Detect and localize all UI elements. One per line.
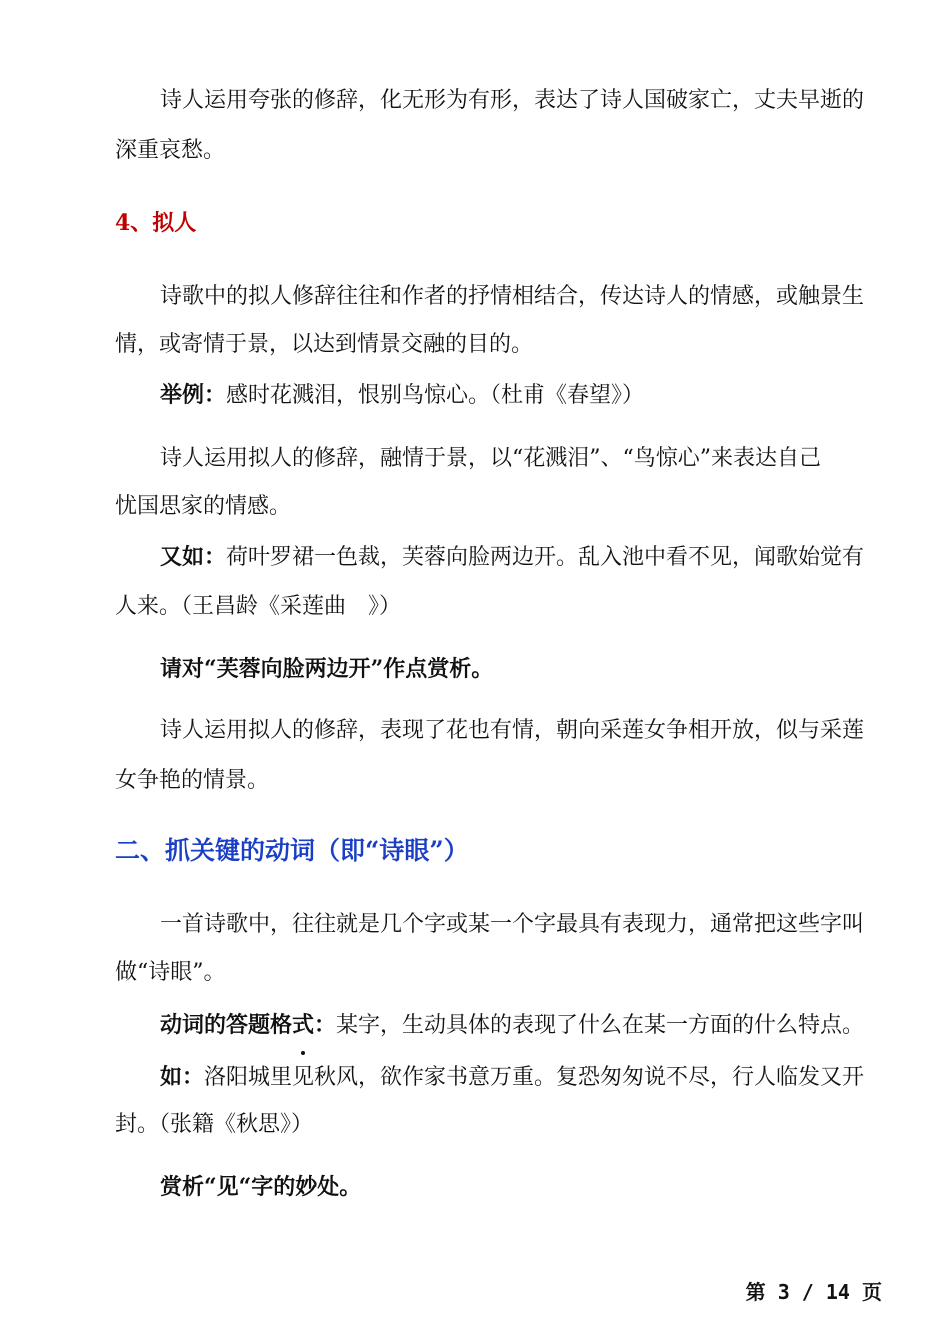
example-label: 又如：: [160, 544, 227, 570]
paragraph-line: 诗人运用夸张的修辞，化无形为有形，表达了诗人国破家亡，丈夫早逝的: [160, 88, 865, 113]
paragraph-line: 诗人运用拟人的修辞，表现了花也有情，朝向采莲女争相开放，似与采莲: [160, 718, 865, 743]
page-number: 第 3 / 14 页: [745, 1280, 882, 1304]
answer-format-line: [160, 1010, 885, 1041]
example-line-continued: 封。（张籍《秋思》）: [115, 1112, 314, 1137]
paragraph-line: 深重哀愁。: [115, 138, 226, 163]
section-heading-personification: 4、拟人: [115, 210, 197, 236]
example-text: 感时花溅泪，恨别鸟惊心。（杜甫《春望》）: [226, 383, 645, 408]
paragraph-line: 诗人运用拟人的修辞，融情于景，以“花溅泪”、“鸟惊心”来表达自己: [160, 446, 821, 471]
example-text-pre: 洛阳城里: [204, 1065, 293, 1090]
paragraph-line: 一首诗歌中，往往就是几个字或某一个字最具有表现力，通常把这些字叫: [160, 912, 865, 937]
paragraph-line: 忧国思家的情感。: [115, 494, 292, 519]
example-line-continued: 人来。（王昌龄《采莲曲 》）: [115, 594, 402, 619]
example-label: 举例：: [160, 382, 227, 408]
paragraph-line: 女争艳的情景。: [115, 768, 270, 793]
question-line: 请对“芙蓉向脸两边开”作点赏析。: [160, 656, 494, 682]
paragraph-line: 诗歌中的拟人修辞往往和作者的抒情相结合，传达诗人的情感，或触景生: [160, 284, 865, 309]
emphasized-character: [292, 1063, 314, 1093]
emphasis-dot: [301, 1051, 305, 1055]
answer-format-label: 动词的答题格式：: [160, 1012, 337, 1038]
example-line: [160, 380, 885, 411]
example-text: 荷叶罗裙一色裁，芙蓉向脸两边开。乱入池中看不见，闻歌始觉有: [226, 545, 865, 570]
emphasized-character-text: 见: [292, 1065, 315, 1090]
example-line: [160, 542, 885, 573]
example-label: 如：: [160, 1064, 205, 1090]
example-text-post: 秋风，欲作家书意万重。复恐匆匆说不尽，行人临发又开: [314, 1065, 865, 1090]
section-heading-key-verbs: 二、抓关键的动词（即“诗眼”）: [115, 836, 469, 865]
paragraph-line: 情，或寄情于景，以达到情景交融的目的。: [115, 332, 534, 357]
paragraph-line: 做“诗眼”。: [115, 960, 226, 985]
question-line: 赏析“见“字的妙处。: [160, 1174, 362, 1200]
example-line: [160, 1062, 885, 1093]
answer-format-text: 某字，生动具体的表现了什么在某一方面的什么特点。: [336, 1013, 865, 1038]
